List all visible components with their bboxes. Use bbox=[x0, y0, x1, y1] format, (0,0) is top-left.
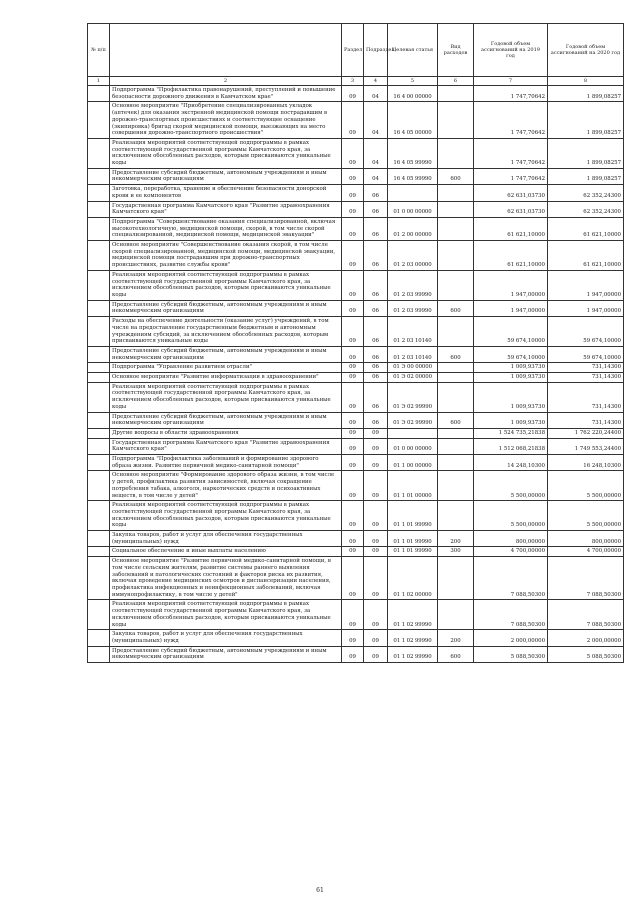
row-expense-type-cell bbox=[438, 270, 474, 300]
row-2019-cell: 61 621,10000 bbox=[474, 241, 548, 271]
row-expense-type-cell bbox=[438, 455, 474, 471]
row-2020-cell: 7 088,50300 bbox=[548, 557, 624, 600]
row-subsection-cell: 06 bbox=[364, 241, 388, 271]
row-expense-type-cell: 300 bbox=[438, 547, 474, 557]
row-subsection-cell: 04 bbox=[364, 86, 388, 102]
row-name-cell: Государственная программа Камчатского края "Развитие здравоохранения Камчатского края" bbox=[110, 438, 342, 454]
row-num-cell bbox=[88, 600, 110, 630]
row-num-cell bbox=[88, 217, 110, 240]
table-row bbox=[88, 363, 624, 373]
row-expense-type-cell: 200 bbox=[438, 630, 474, 646]
row-2020-cell: 62 352,24300 bbox=[548, 201, 624, 217]
row-2019-cell: 5 500,00000 bbox=[474, 471, 548, 501]
table-row bbox=[88, 630, 624, 646]
header-target: Целевая статья bbox=[388, 24, 438, 77]
row-expense-type-cell bbox=[438, 102, 474, 139]
table-row bbox=[88, 102, 624, 139]
row-num-cell bbox=[88, 531, 110, 547]
header-subsection: Подраздел bbox=[364, 24, 388, 77]
table-row bbox=[88, 455, 624, 471]
header-2020: Годовой объем ассигнований на 2020 год bbox=[548, 24, 624, 77]
page-number: 61 bbox=[316, 887, 324, 894]
row-section-cell: 09 bbox=[342, 138, 364, 168]
row-target-cell bbox=[388, 185, 438, 201]
row-name-cell: Подпрограмма "Управление развитием отрасли" bbox=[110, 363, 342, 373]
row-num-cell bbox=[88, 300, 110, 316]
row-2019-cell: 1 747,70642 bbox=[474, 102, 548, 139]
row-target-cell: 16 4 00 00000 bbox=[388, 86, 438, 102]
row-num-cell bbox=[88, 438, 110, 454]
row-num-cell bbox=[88, 382, 110, 412]
row-section-cell: 09 bbox=[342, 102, 364, 139]
row-expense-type-cell: 600 bbox=[438, 646, 474, 662]
row-subsection-cell: 06 bbox=[364, 346, 388, 362]
row-num-cell bbox=[88, 102, 110, 139]
row-num-cell bbox=[88, 241, 110, 271]
row-name-cell: Подпрограмма "Профилактика правонарушений, преступлений и повышение безопасности дорожного движения в Камчатском крае" bbox=[110, 86, 342, 102]
row-section-cell: 09 bbox=[342, 600, 364, 630]
table-row bbox=[88, 138, 624, 168]
row-num-cell bbox=[88, 455, 110, 471]
row-subsection-cell: 06 bbox=[364, 300, 388, 316]
row-target-cell: 01 Э 00 00000 bbox=[388, 363, 438, 373]
table-row bbox=[88, 412, 624, 428]
row-subsection-cell: 06 bbox=[364, 363, 388, 373]
table-row bbox=[88, 547, 624, 557]
row-target-cell: 01 2 00 00000 bbox=[388, 217, 438, 240]
row-2020-cell: 1 899,08257 bbox=[548, 102, 624, 139]
row-name-cell: Реализация мероприятий соответствующей подпрограммы в рамках соответствующей государственной программы Камчатского края, за исключением обособленных расходов, которым присваиваются уникальные коды bbox=[110, 382, 342, 412]
row-target-cell: 16 4 05 99990 bbox=[388, 138, 438, 168]
row-name-cell: Реализация мероприятий соответствующей подпрограммы в рамках соответствующей государственной программы Камчатского края, за исключением обособленных расходов, которым присваиваются уникальные коды bbox=[110, 270, 342, 300]
row-subsection-cell: 06 bbox=[364, 270, 388, 300]
table-row bbox=[88, 428, 624, 438]
row-subsection-cell: 09 bbox=[364, 600, 388, 630]
row-expense-type-cell bbox=[438, 471, 474, 501]
row-section-cell: 09 bbox=[342, 363, 364, 373]
row-2019-cell: 1 947,00000 bbox=[474, 300, 548, 316]
row-num-cell bbox=[88, 201, 110, 217]
row-name-cell: Государственная программа Камчатского края "Развитие здравоохранения Камчатского края" bbox=[110, 201, 342, 217]
row-2019-cell: 800,00000 bbox=[474, 531, 548, 547]
row-name-cell: Закупка товаров, работ и услуг для обеспечения государственных (муниципальных) нужд bbox=[110, 531, 342, 547]
row-name-cell: Предоставление субсидий бюджетным, автономным учреждениям и иным некоммерческим организациям bbox=[110, 168, 342, 184]
row-2019-cell: 1 009,93730 bbox=[474, 382, 548, 412]
row-2020-cell: 7 088,50300 bbox=[548, 600, 624, 630]
row-expense-type-cell: 200 bbox=[438, 531, 474, 547]
row-2020-cell: 61 621,10000 bbox=[548, 241, 624, 271]
row-name-cell: Предоставление субсидий бюджетным, автономным учреждениям и иным некоммерческим организациям bbox=[110, 646, 342, 662]
row-name-cell: Основное мероприятие "Совершенствование оказания скорой, в том числе скорой специализированной, медицинской помощи, медицинской эвакуации, медицинской помощи пострадавшим при дорожно-транспортных происшествиях, развитие службы крови" bbox=[110, 241, 342, 271]
row-2019-cell: 62 631,03730 bbox=[474, 185, 548, 201]
row-subsection-cell: 06 bbox=[364, 412, 388, 428]
row-num-cell bbox=[88, 630, 110, 646]
column-number-row bbox=[88, 77, 624, 86]
row-section-cell: 09 bbox=[342, 217, 364, 240]
header-section: Раздел bbox=[342, 24, 364, 77]
row-num-cell bbox=[88, 317, 110, 347]
row-name-cell: Социальное обеспечение и иные выплаты населению bbox=[110, 547, 342, 557]
row-section-cell: 09 bbox=[342, 300, 364, 316]
header-name bbox=[110, 24, 342, 77]
row-num-cell bbox=[88, 185, 110, 201]
row-target-cell: 01 2 03 99990 bbox=[388, 300, 438, 316]
row-expense-type-cell bbox=[438, 501, 474, 531]
row-section-cell: 09 bbox=[342, 270, 364, 300]
row-2020-cell: 731,14300 bbox=[548, 363, 624, 373]
row-name-cell: Подпрограмма "Профилактика заболеваний и формирование здорового образа жизни. Развитие первичной медико-санитарной помощи" bbox=[110, 455, 342, 471]
row-2019-cell: 7 088,50300 bbox=[474, 600, 548, 630]
row-target-cell: 01 1 01 99990 bbox=[388, 547, 438, 557]
row-section-cell: 09 bbox=[342, 346, 364, 362]
row-section-cell: 09 bbox=[342, 185, 364, 201]
row-target-cell bbox=[388, 428, 438, 438]
row-name-cell: Расходы на обеспечение деятельности (оказание услуг) учреждений, в том числе на предоставление государственным бюджетным и автономным учреждениям субсидий, за исключением обособленных расходов, которым присваиваются уникальные коды bbox=[110, 317, 342, 347]
row-target-cell: 01 1 02 00000 bbox=[388, 557, 438, 600]
row-name-cell: Заготовка, переработка, хранение и обеспечение безопасности донорской крови и ее компонентов bbox=[110, 185, 342, 201]
row-2020-cell: 5 500,00000 bbox=[548, 471, 624, 501]
row-expense-type-cell: 600 bbox=[438, 412, 474, 428]
col-number: 5 bbox=[388, 77, 438, 86]
row-num-cell bbox=[88, 557, 110, 600]
row-2020-cell: 731,14300 bbox=[548, 373, 624, 383]
row-num-cell bbox=[88, 346, 110, 362]
row-2020-cell: 62 352,24300 bbox=[548, 185, 624, 201]
row-num-cell bbox=[88, 646, 110, 662]
row-target-cell: 01 Э 02 99990 bbox=[388, 412, 438, 428]
row-expense-type-cell bbox=[438, 201, 474, 217]
row-subsection-cell: 09 bbox=[364, 547, 388, 557]
row-num-cell bbox=[88, 412, 110, 428]
row-section-cell: 09 bbox=[342, 646, 364, 662]
row-num-cell bbox=[88, 270, 110, 300]
col-number: 1 bbox=[88, 77, 110, 86]
row-subsection-cell: 09 bbox=[364, 557, 388, 600]
row-2020-cell: 731,14300 bbox=[548, 382, 624, 412]
row-subsection-cell: 09 bbox=[364, 501, 388, 531]
row-section-cell: 09 bbox=[342, 438, 364, 454]
row-target-cell: 01 0 00 00000 bbox=[388, 438, 438, 454]
row-2020-cell: 16 248,10300 bbox=[548, 455, 624, 471]
row-expense-type-cell bbox=[438, 86, 474, 102]
row-name-cell: Основное мероприятие "Приобретение специализированных укладок (аптечек) для оказания экстренной медицинской помощи пострадавшим в дорожно-транспортных происшествиях и соответствующее оснащение (экипировка) бригад скорой медицинской помощи, выезжающих на место совершения дорожно-транспортного происшествия" bbox=[110, 102, 342, 139]
row-expense-type-cell bbox=[438, 241, 474, 271]
row-2020-cell: 59 674,10000 bbox=[548, 346, 624, 362]
table-body bbox=[88, 86, 624, 663]
row-subsection-cell: 06 bbox=[364, 317, 388, 347]
row-subsection-cell: 04 bbox=[364, 138, 388, 168]
row-2020-cell: 5 500,00000 bbox=[548, 501, 624, 531]
row-2019-cell: 59 674,10000 bbox=[474, 346, 548, 362]
row-section-cell: 09 bbox=[342, 317, 364, 347]
row-name-cell: Подпрограмма "Совершенствование оказания специализированной, включая высокотехнологичную, медицинской помощи, скорой, в том числе скорой специализированной, медицинской помощи, медицинской эвакуации" bbox=[110, 217, 342, 240]
row-section-cell: 09 bbox=[342, 428, 364, 438]
row-subsection-cell: 04 bbox=[364, 168, 388, 184]
row-2019-cell: 14 248,10300 bbox=[474, 455, 548, 471]
col-number: 4 bbox=[364, 77, 388, 86]
row-expense-type-cell bbox=[438, 373, 474, 383]
table-row bbox=[88, 382, 624, 412]
row-target-cell: 01 1 02 99990 bbox=[388, 630, 438, 646]
row-target-cell: 01 1 02 99990 bbox=[388, 646, 438, 662]
row-2020-cell: 1 899,08257 bbox=[548, 168, 624, 184]
table-row bbox=[88, 270, 624, 300]
row-2020-cell: 1 762 220,24400 bbox=[548, 428, 624, 438]
row-2020-cell: 5 088,50300 bbox=[548, 646, 624, 662]
row-expense-type-cell bbox=[438, 438, 474, 454]
col-number: 6 bbox=[438, 77, 474, 86]
col-number: 8 bbox=[548, 77, 624, 86]
row-name-cell: Основное мероприятие "Формирование здорового образа жизни, в том числе у детей, профилактика развития зависимостей, включая сокращение потребления табака, алкоголя, наркотических средств и психоактивных веществ, в том числе у детей" bbox=[110, 471, 342, 501]
table-header-row bbox=[88, 24, 624, 77]
row-2020-cell: 1 899,08257 bbox=[548, 138, 624, 168]
row-subsection-cell: 06 bbox=[364, 201, 388, 217]
table-row bbox=[88, 317, 624, 347]
row-num-cell bbox=[88, 471, 110, 501]
row-section-cell: 09 bbox=[342, 241, 364, 271]
row-section-cell: 09 bbox=[342, 373, 364, 383]
row-subsection-cell: 09 bbox=[364, 428, 388, 438]
row-expense-type-cell bbox=[438, 317, 474, 347]
row-2019-cell: 4 700,00000 bbox=[474, 547, 548, 557]
row-num-cell bbox=[88, 363, 110, 373]
row-expense-type-cell bbox=[438, 557, 474, 600]
row-name-cell: Основное мероприятие "Развитие первичной медико-санитарной помощи, в том числе сельским жителям, развитие системы раннего выявления заболеваний и патологических состояний и факторов риска их развития, включая проведение медицинских осмотров и диспансеризации населения, профилактика инфекционных и неинфекционных заболеваний, включая иммунопрофилактику, в том числе у детей" bbox=[110, 557, 342, 600]
row-section-cell: 09 bbox=[342, 557, 364, 600]
row-2019-cell: 5 500,00000 bbox=[474, 501, 548, 531]
row-target-cell: 01 2 03 10140 bbox=[388, 317, 438, 347]
row-section-cell: 09 bbox=[342, 471, 364, 501]
row-name-cell: Основное мероприятие "Развитие информатизации в здравоохранении" bbox=[110, 373, 342, 383]
row-name-cell: Предоставление субсидий бюджетным, автономным учреждениям и иным некоммерческим организациям bbox=[110, 346, 342, 362]
row-name-cell: Закупка товаров, работ и услуг для обеспечения государственных (муниципальных) нужд bbox=[110, 630, 342, 646]
table-row bbox=[88, 346, 624, 362]
table-row bbox=[88, 600, 624, 630]
row-2019-cell: 1 747,70642 bbox=[474, 168, 548, 184]
row-section-cell: 09 bbox=[342, 455, 364, 471]
row-subsection-cell: 09 bbox=[364, 646, 388, 662]
row-2019-cell: 1 009,93730 bbox=[474, 363, 548, 373]
header-num: № п/п bbox=[88, 24, 110, 77]
row-2020-cell: 800,00000 bbox=[548, 531, 624, 547]
row-subsection-cell: 09 bbox=[364, 471, 388, 501]
table-row bbox=[88, 438, 624, 454]
row-expense-type-cell bbox=[438, 363, 474, 373]
row-subsection-cell: 04 bbox=[364, 102, 388, 139]
row-2019-cell: 5 088,50300 bbox=[474, 646, 548, 662]
row-expense-type-cell: 600 bbox=[438, 300, 474, 316]
row-section-cell: 09 bbox=[342, 501, 364, 531]
row-target-cell: 01 2 03 00000 bbox=[388, 241, 438, 271]
row-target-cell: 01 1 01 00000 bbox=[388, 471, 438, 501]
row-name-cell: Предоставление субсидий бюджетным, автономным учреждениям и иным некоммерческим организациям bbox=[110, 300, 342, 316]
row-expense-type-cell bbox=[438, 428, 474, 438]
row-2020-cell: 1 749 553,24400 bbox=[548, 438, 624, 454]
row-2020-cell: 1 947,00000 bbox=[548, 300, 624, 316]
row-target-cell: 01 1 01 99990 bbox=[388, 501, 438, 531]
row-name-cell: Другие вопросы в области здравоохранения bbox=[110, 428, 342, 438]
table-row bbox=[88, 217, 624, 240]
row-2020-cell: 4 700,00000 bbox=[548, 547, 624, 557]
row-name-cell: Реализация мероприятий соответствующей подпрограммы в рамках соответствующей государственной программы Камчатского края, за исключением обособленных расходов, которым присваиваются уникальные коды bbox=[110, 600, 342, 630]
row-2020-cell: 2 000,00000 bbox=[548, 630, 624, 646]
row-subsection-cell: 09 bbox=[364, 630, 388, 646]
row-subsection-cell: 06 bbox=[364, 217, 388, 240]
table-row bbox=[88, 557, 624, 600]
row-2019-cell: 1 512 068,21838 bbox=[474, 438, 548, 454]
row-subsection-cell: 06 bbox=[364, 373, 388, 383]
row-target-cell: 16 4 05 99990 bbox=[388, 168, 438, 184]
row-2019-cell: 62 631,03730 bbox=[474, 201, 548, 217]
budget-table bbox=[87, 23, 624, 663]
row-subsection-cell: 09 bbox=[364, 438, 388, 454]
row-target-cell: 01 2 03 10140 bbox=[388, 346, 438, 362]
row-name-cell: Предоставление субсидий бюджетным, автономным учреждениям и иным некоммерческим организациям bbox=[110, 412, 342, 428]
table-row bbox=[88, 185, 624, 201]
row-2019-cell: 1 947,00000 bbox=[474, 270, 548, 300]
table-row bbox=[88, 501, 624, 531]
row-expense-type-cell bbox=[438, 138, 474, 168]
table-row bbox=[88, 168, 624, 184]
table-row bbox=[88, 241, 624, 271]
header-2019: Годовой объем ассигнований на 2019 год bbox=[474, 24, 548, 77]
row-num-cell bbox=[88, 373, 110, 383]
row-section-cell: 09 bbox=[342, 630, 364, 646]
row-name-cell: Реализация мероприятий соответствующей подпрограммы в рамках соответствующей государственной программы Камчатского края, за исключением обособленных расходов, которым присваиваются уникальные коды bbox=[110, 138, 342, 168]
table-row bbox=[88, 531, 624, 547]
row-expense-type-cell: 600 bbox=[438, 346, 474, 362]
row-subsection-cell: 06 bbox=[364, 382, 388, 412]
row-section-cell: 09 bbox=[342, 86, 364, 102]
table-row bbox=[88, 646, 624, 662]
row-name-cell: Реализация мероприятий соответствующей подпрограммы в рамках соответствующей государственной программы Камчатского края, за исключением обособленных расходов, которым присваиваются уникальные коды bbox=[110, 501, 342, 531]
row-2020-cell: 59 674,10000 bbox=[548, 317, 624, 347]
row-num-cell bbox=[88, 428, 110, 438]
row-2019-cell: 61 621,10000 bbox=[474, 217, 548, 240]
row-target-cell: 01 Э 02 99990 bbox=[388, 382, 438, 412]
row-2020-cell: 61 621,10000 bbox=[548, 217, 624, 240]
row-section-cell: 09 bbox=[342, 412, 364, 428]
row-section-cell: 09 bbox=[342, 531, 364, 547]
row-expense-type-cell bbox=[438, 382, 474, 412]
table-row bbox=[88, 201, 624, 217]
row-2020-cell: 1 947,00000 bbox=[548, 270, 624, 300]
row-subsection-cell: 06 bbox=[364, 185, 388, 201]
col-number: 3 bbox=[342, 77, 364, 86]
row-2019-cell: 59 674,10000 bbox=[474, 317, 548, 347]
table-row bbox=[88, 471, 624, 501]
row-num-cell bbox=[88, 138, 110, 168]
row-num-cell bbox=[88, 547, 110, 557]
row-target-cell: 01 0 00 00000 bbox=[388, 201, 438, 217]
row-expense-type-cell: 600 bbox=[438, 168, 474, 184]
row-num-cell bbox=[88, 86, 110, 102]
row-2019-cell: 1 009,93730 bbox=[474, 373, 548, 383]
row-section-cell: 09 bbox=[342, 168, 364, 184]
header-expense-type: Вид расходов bbox=[438, 24, 474, 77]
row-expense-type-cell bbox=[438, 185, 474, 201]
row-2019-cell: 1 747,70642 bbox=[474, 138, 548, 168]
row-expense-type-cell bbox=[438, 600, 474, 630]
row-subsection-cell: 09 bbox=[364, 455, 388, 471]
row-2019-cell: 1 524 735,21838 bbox=[474, 428, 548, 438]
row-2019-cell: 1 747,70642 bbox=[474, 86, 548, 102]
row-target-cell: 01 Э 02 00000 bbox=[388, 373, 438, 383]
row-target-cell: 01 1 02 99990 bbox=[388, 600, 438, 630]
row-section-cell: 09 bbox=[342, 382, 364, 412]
row-2020-cell: 1 899,08257 bbox=[548, 86, 624, 102]
row-2019-cell: 1 009,93730 bbox=[474, 412, 548, 428]
row-section-cell: 09 bbox=[342, 201, 364, 217]
row-target-cell: 16 4 05 00000 bbox=[388, 102, 438, 139]
row-target-cell: 01 1 01 99990 bbox=[388, 531, 438, 547]
row-target-cell: 01 2 03 99990 bbox=[388, 270, 438, 300]
row-num-cell bbox=[88, 501, 110, 531]
row-target-cell: 01 1 00 00000 bbox=[388, 455, 438, 471]
row-2020-cell: 731,14300 bbox=[548, 412, 624, 428]
table-row bbox=[88, 86, 624, 102]
col-number: 2 bbox=[110, 77, 342, 86]
table-row bbox=[88, 373, 624, 383]
row-num-cell bbox=[88, 168, 110, 184]
row-2019-cell: 7 088,50300 bbox=[474, 557, 548, 600]
col-number: 7 bbox=[474, 77, 548, 86]
table-row bbox=[88, 300, 624, 316]
row-subsection-cell: 09 bbox=[364, 531, 388, 547]
row-expense-type-cell bbox=[438, 217, 474, 240]
row-section-cell: 09 bbox=[342, 547, 364, 557]
row-2019-cell: 2 000,00000 bbox=[474, 630, 548, 646]
